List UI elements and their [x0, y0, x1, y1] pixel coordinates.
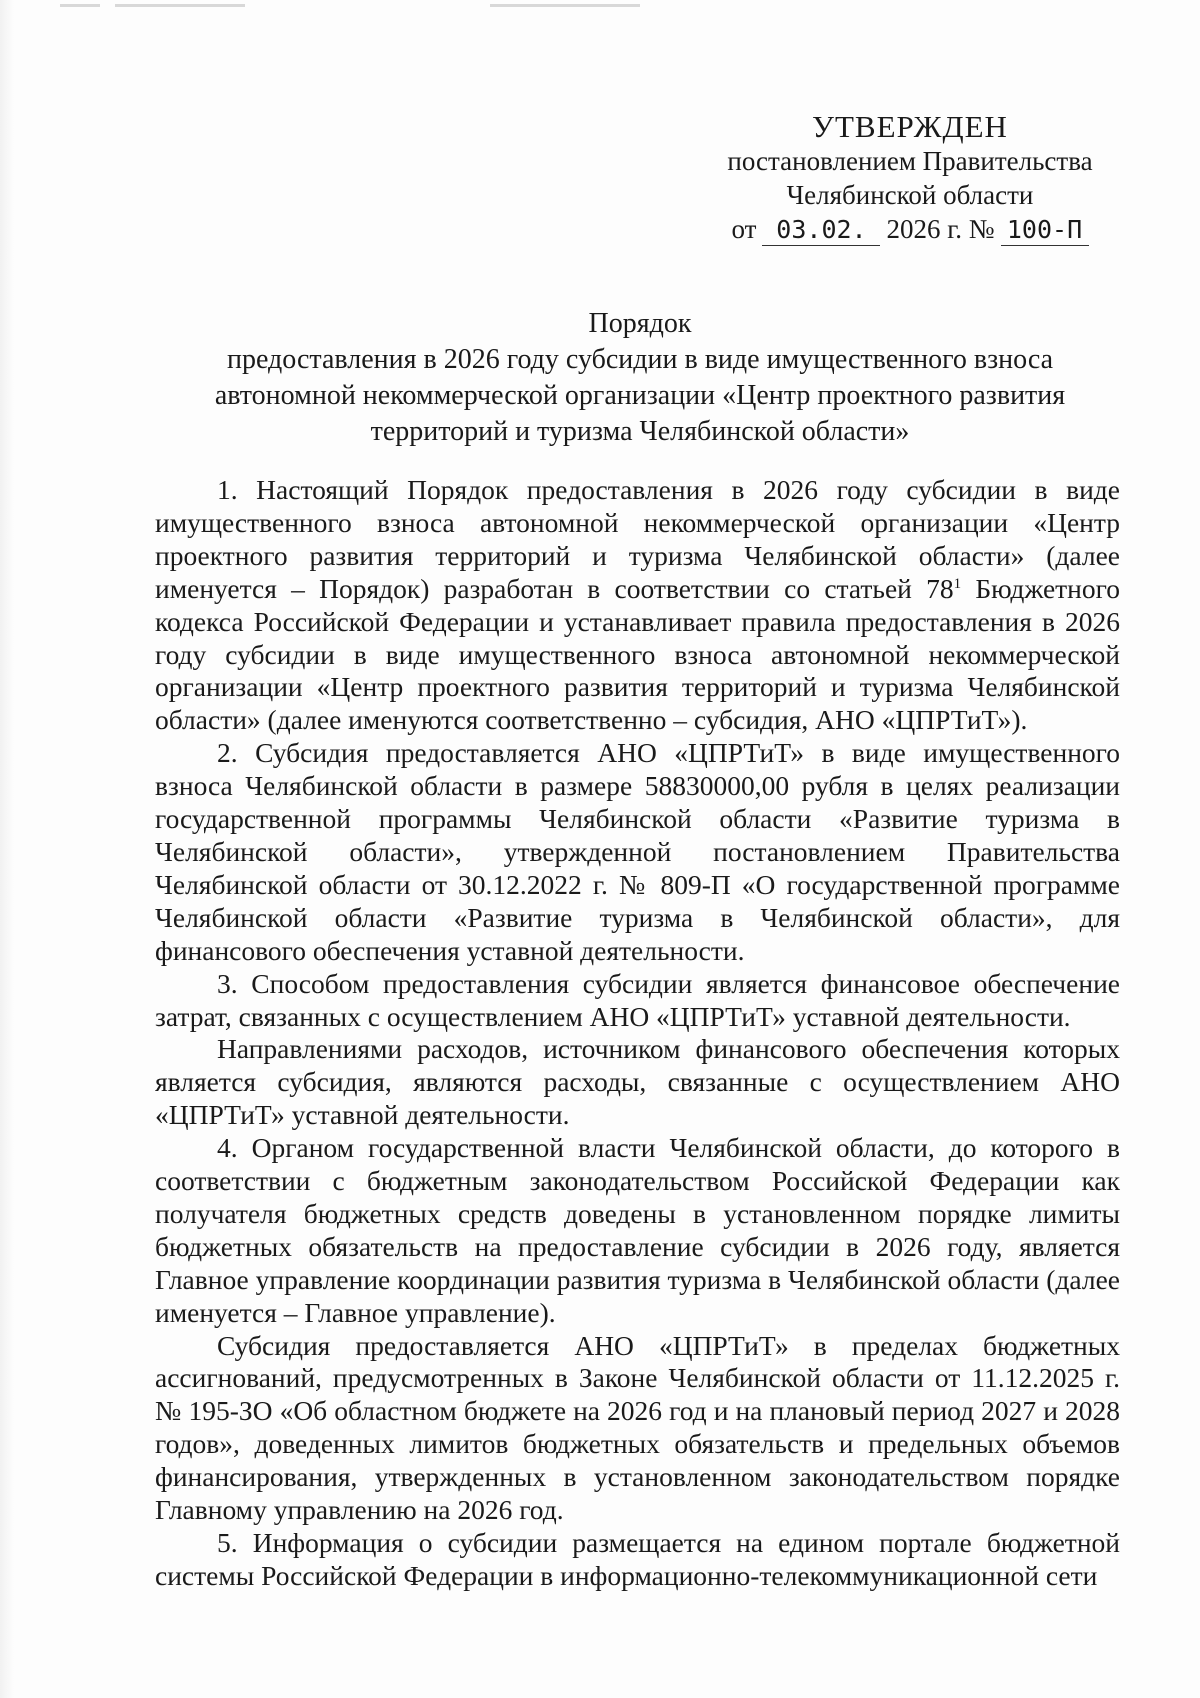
paragraph-1-text-b: Бюджетного кодекса Российской Федерации и устанавливает правила предоставления в 2026 году субсидии в виде имущественного взноса автономной некоммерческой организации «Центр проектного развития территорий и туризма Челябинской области» (далее именуются соответственно – субсидия, АНО «ЦПРТиТ»).	[155, 572, 1120, 736]
document-body	[155, 474, 1120, 1593]
paragraph-3b: Направлениями расходов, источником финансового обеспечения которых является субсидия, являются расходы, связанные с осуществлением АНО «ЦПРТиТ» уставной деятельности.	[155, 1033, 1120, 1131]
scan-artifact	[115, 4, 245, 7]
approval-line-2: Челябинской области	[786, 180, 1034, 210]
scan-edge-shadow	[0, 0, 14, 1698]
title-line-3: автономной некоммерческой организации «Центр проектного развития	[214, 380, 1066, 411]
paragraph-4b: Субсидия предоставляется АНО «ЦПРТиТ» в пределах бюджетных ассигнований, предусмотренных в Законе Челябинской области от 11.12.2025 г. № 195-ЗО «Об областном бюджете на 2026 год и на плановый период 2027 и 2028 годов», доведенных лимитов бюджетных обязательств и предельных объемов финансирования, утвержденных в установленном законодательством порядке Главному управлению на 2026 год.	[155, 1329, 1120, 1526]
from-label: от	[731, 214, 757, 244]
approval-date: 03.02.	[762, 215, 880, 246]
scan-artifact	[60, 4, 100, 7]
approval-date-line	[700, 212, 1120, 246]
title-line-2: предоставления в 2026 году субсидии в виде имущественного взноса	[226, 344, 1054, 375]
paragraph-4: 4. Органом государственной власти Челябинской области, до которого в соответствии с бюджетным законодательством Российской Федерации как получателя бюджетных средств доведены в установленном порядке лимиты бюджетных обязательств на предоставление субсидии в 2026 году, является Главное управление координации развития туризма в Челябинской области (далее именуется – Главное управление).	[155, 1132, 1120, 1328]
document-title	[160, 306, 1120, 450]
paragraph-1-text-a: 1. Настоящий Порядок предоставления в 2026 году субсидии в виде имущественного взноса автономной некоммерческой организации «Центр проектного развития территорий и туризма Челябинской области» (далее именуется – Порядок) разработан в соответствии со статьей 78	[155, 474, 1120, 604]
article-superscript: 1	[953, 575, 962, 592]
paragraph-5: 5. Информация о субсидии размещается на едином портале бюджетной системы Российской Федерации в информационно-телекоммуникационной сети	[155, 1527, 1120, 1591]
paragraph-1	[155, 474, 1120, 737]
title-line-1: Порядок	[588, 308, 692, 339]
paragraph-3: 3. Способом предоставления субсидии является финансовое обеспечение затрат, связанных с осуществлением АНО «ЦПРТиТ» уставной деятельности.	[155, 967, 1120, 1032]
approval-line-1: постановлением Правительства	[727, 146, 1093, 176]
approval-number: 100-П	[1001, 215, 1089, 246]
approval-year: 2026 г. №	[886, 214, 995, 244]
approval-stamp: УТВЕРЖДЕН	[812, 109, 1008, 144]
paragraph-2: 2. Субсидия предоставляется АНО «ЦПРТиТ» в виде имущественного взноса Челябинской области в размере 58830000,00 рубля в целях реализации государственной программы Челябинской области «Развитие туризма в Челябинской области», утвержденной постановлением Правительства Челябинской области от 30.12.2022 г. № 809-П «О государственной программе Челябинской области «Развитие туризма в Челябинской области», для финансового обеспечения уставной деятельности.	[155, 737, 1120, 966]
scan-artifact	[490, 4, 640, 7]
approval-block	[700, 110, 1120, 246]
title-line-4: территорий и туризма Челябинской области»	[370, 416, 910, 447]
